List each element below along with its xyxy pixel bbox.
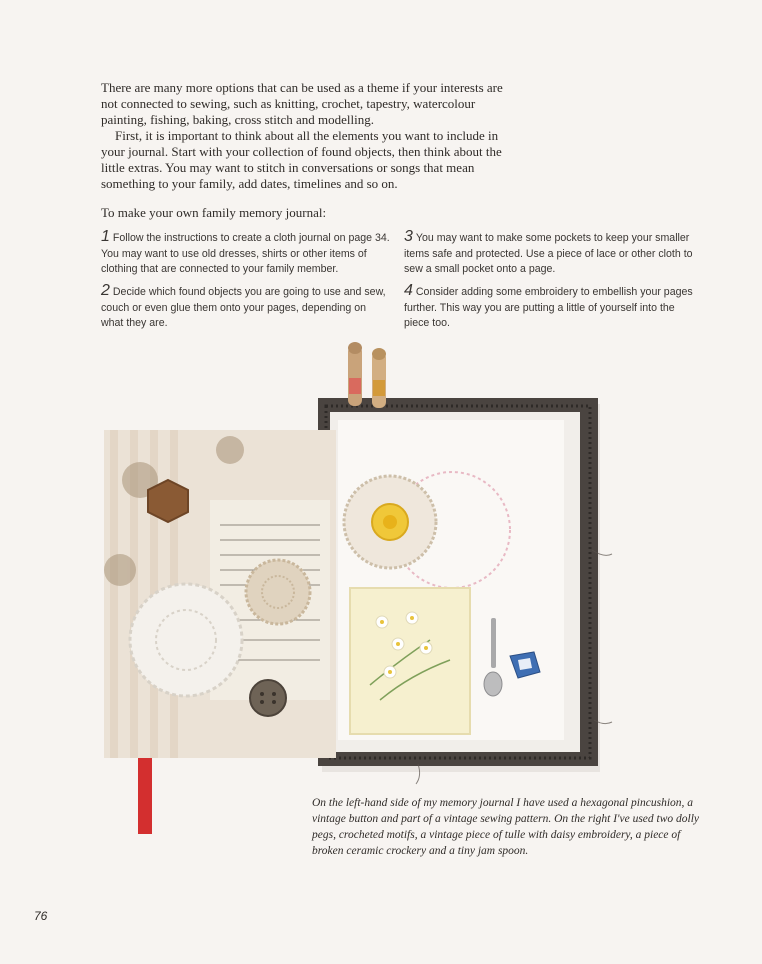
vintage-button [250,680,286,716]
step-3-number: 3 [404,228,413,245]
crochet-motif-left [246,560,310,624]
intro-paragraph-1: There are many more options that can be used as a theme if your interests are not connected to sewing, such as knitting, crochet, tapestry, watercolour painting, fishing, baking, cross stitch and modelling. [101,80,503,127]
step-1-text: Follow the instructions to create a cloth journal on page 34. You may want to use old dresses, shirts or other items of clothing that are connected to your family member. [101,232,390,275]
step-2 [101,283,391,332]
daisy-tulle [350,588,470,734]
step-4 [404,283,694,332]
step-4-number: 4 [404,282,413,299]
step-4-text: Consider adding some embroidery to embellish your pages further. This way you are putting a little of yourself into the piece too. [404,286,693,329]
step-2-text: Decide which found objects you are going to use and sew, couch or even glue them onto your pages, depending on what they are. [101,286,386,329]
lace-doily [130,584,242,696]
page-number: 76 [34,909,48,923]
hexagon-pincushion [148,480,188,522]
step-1-number: 1 [101,228,110,245]
memory-journal-photo [100,340,620,840]
intro-paragraph-2: First, it is important to think about all the elements you want to include in your journal. Start with your collection of found objects, then think about the little extras. You may want to stitch in conversations or songs that mean something to your family, add dates, timelines and so on. [101,128,502,191]
step-3-text: You may want to make some pockets to keep your smaller items safe and protected. Use a piece of lace or other cloth to sew a small pocket onto a page. [404,232,693,275]
steps-title: To make your own family memory journal: [101,205,327,220]
step-1 [101,229,391,278]
step-3 [404,229,694,278]
photo-caption: On the left-hand side of my memory journal I have used a hexagonal pincushion, a vintage button and part of a vintage sewing pattern. On the right I've used two dolly pegs, crocheted motifs, a vintage piece of tulle with daisy embroidery, a piece of broken ceramic crockery and a tiny jam spoon. [312,797,700,857]
intro-text [101,80,521,192]
step-2-number: 2 [101,282,110,299]
red-ribbon [138,758,152,834]
